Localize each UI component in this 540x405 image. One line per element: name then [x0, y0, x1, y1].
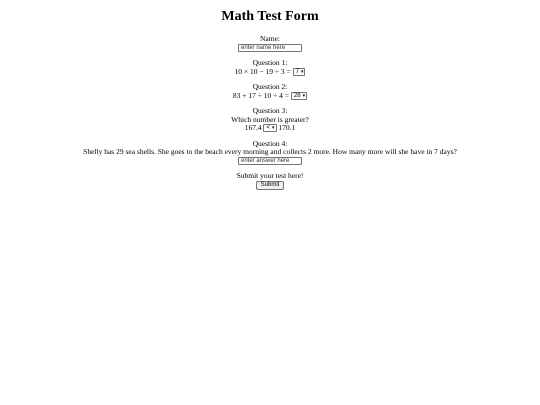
page-title: Math Test Form: [221, 9, 319, 24]
question-3-right-number: 170.1: [278, 123, 296, 132]
question-2-select[interactable]: [291, 92, 307, 100]
question-2-label: Question 2:: [252, 82, 288, 91]
chevron-down-icon: ▾: [302, 92, 306, 99]
question-2: [0, 83, 540, 100]
question-3-select[interactable]: [263, 124, 276, 132]
name-section: [0, 35, 540, 52]
question-1-select[interactable]: [293, 68, 306, 76]
question-4: [0, 140, 540, 166]
chevron-down-icon: ▾: [272, 125, 275, 132]
question-3-select-value: <: [266, 125, 270, 132]
question-1-label: Question 1:: [252, 58, 288, 67]
submit-label: Submit your test here!: [236, 171, 304, 180]
name-label: Name:: [260, 34, 280, 43]
question-3-prompt: Which number is greater?: [231, 114, 309, 124]
chevron-down-icon: ▾: [300, 68, 304, 75]
question-1-expression: 10 × 10 − 19 ÷ 3 =: [234, 66, 291, 76]
question-3-left-number: 167.4: [244, 123, 262, 132]
question-2-expression: 83 + 17 ÷ 10 ÷ 4 =: [232, 90, 289, 100]
question-1-select-value: 7: [295, 68, 299, 75]
name-input[interactable]: [238, 44, 302, 52]
question-1: [0, 59, 540, 76]
answer-input[interactable]: [238, 157, 302, 165]
question-2-select-value: 28: [293, 92, 301, 99]
question-3-label: Question 3:: [252, 106, 288, 115]
question-3: [0, 107, 540, 133]
submit-section: [0, 172, 540, 190]
question-4-label: Question 4:: [252, 138, 288, 148]
submit-button[interactable]: Submit: [256, 181, 285, 190]
question-4-prompt: Shelly has 29 sea shells. She goes to the beach every morning and collects 2 more. How many more will she have in 7 days?: [83, 147, 457, 156]
